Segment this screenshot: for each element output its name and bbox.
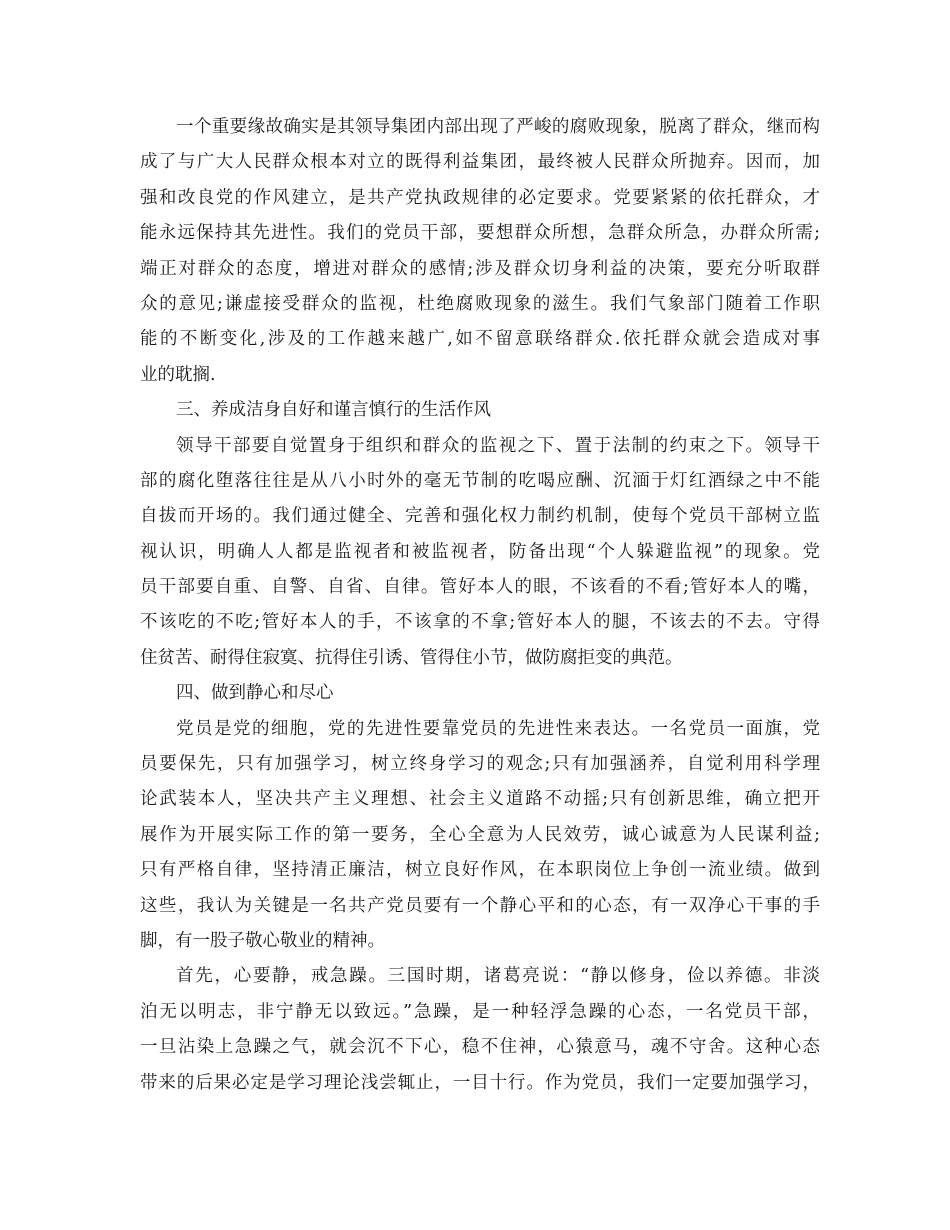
text-line: 一个重要缘故确实是其领导集团内部出现了严峻的腐败现象，脱离了群众，继而构 — [176, 117, 820, 137]
text-line: 业的耽搁. — [140, 364, 216, 385]
text-line: 脚，有一股子敬心敬业的精神。 — [140, 930, 385, 951]
text-line: 员干部要自重、自警、自省、自律。管好本人的眼，不该看的不看;管好本人的嘴， — [140, 577, 820, 598]
paragraph-mass-line — [140, 110, 820, 393]
text-line: 能的不断变化,涉及的工作越来越广,如不留意联络群众.依托群众就会造成对事 — [140, 329, 820, 350]
heading-section-three — [140, 393, 820, 428]
text-line: 只有严格自律，坚持清正廉洁，树立良好作风，在本职岗位上争创一流业绩。做到 — [140, 860, 820, 881]
text-line: 论武装本人，坚决共产主义理想、社会主义道路不动摇;只有创新思维，确立把开 — [140, 789, 820, 810]
paragraph-party-member — [140, 712, 820, 960]
heading-section-four — [140, 676, 820, 711]
text-line: 能永远保持其先进性。我们的党员干部，要想群众所想，急群众所急，办群众所需; — [140, 223, 820, 244]
text-line: 员要保先，只有加强学习，树立终身学习的观念;只有加强涵养，自觉利用科学理 — [140, 754, 820, 775]
text-line: 众的意见;谦虚接受群众的监视，杜绝腐败现象的滋生。我们气象部门随着工作职 — [140, 293, 820, 314]
section-heading: 四、做到静心和尽心 — [176, 683, 334, 704]
text-line: 部的腐化堕落往往是从八小时外的毫无节制的吃喝应酬、沉湎于灯红酒绿之中不能 — [140, 470, 820, 491]
text-line: 不该吃的不吃;管好本人的手，不该拿的不拿;管好本人的腿，不该去的不去。守得 — [140, 612, 820, 633]
text-line: 自拔而开场的。我们通过健全、完善和强化权力制约机制，使每个党员干部树立监 — [140, 506, 820, 527]
text-line: 强和改良党的作风建立，是共产党执政规律的必定要求。党要紧紧的依托群众，才 — [140, 187, 820, 208]
text-line: 首先，心要静，戒急躁。三国时期，诸葛亮说：“静以修身，俭以养德。非淡 — [176, 966, 820, 987]
text-line: 视认识，明确人人都是监视者和被监视者，防备出现“个人躲避监视”的现象。党 — [140, 541, 820, 562]
document-page — [140, 110, 820, 1101]
paragraph-supervision — [140, 429, 820, 677]
text-line: 一旦沾染上急躁之气，就会沉不下心，稳不住神，心猿意马，魂不守舍。这种心态 — [140, 1037, 820, 1058]
text-line: 党员是党的细胞，党的先进性要靠党员的先进性来表达。一名党员一面旗，党 — [176, 718, 820, 739]
text-line: 住贫苦、耐得住寂寞、抗得住引诱、管得住小节，做防腐拒变的典范。 — [140, 647, 683, 668]
section-heading: 三、养成洁身自好和谨言慎行的生活作风 — [176, 400, 491, 421]
text-line: 端正对群众的态度，增进对群众的感情;涉及群众切身利益的决策，要充分听取群 — [140, 258, 820, 279]
text-line: 带来的后果必定是学习理论浅尝辄止，一目十行。作为党员，我们一定要加强学习， — [140, 1072, 820, 1093]
paragraph-calm-mind — [140, 959, 820, 1101]
text-line: 展作为开展实际工作的第一要务，全心全意为人民效劳，诚心诚意为人民谋利益; — [140, 824, 820, 845]
text-line: 泊无以明志，非宁静无以致远。”急躁，是一种轻浮急躁的心态，一名党员干部， — [140, 1001, 820, 1022]
text-line: 领导干部要自觉置身于组织和群众的监视之下、置于法制的约束之下。领导干 — [176, 435, 820, 456]
text-line: 这些，我认为关键是一名共产党员要有一个静心平和的心态，有一双净心干事的手 — [140, 895, 820, 916]
text-line: 成了与广大人民群众根本对立的既得利益集团，最终被人民群众所抛弃。因而，加 — [140, 152, 820, 173]
